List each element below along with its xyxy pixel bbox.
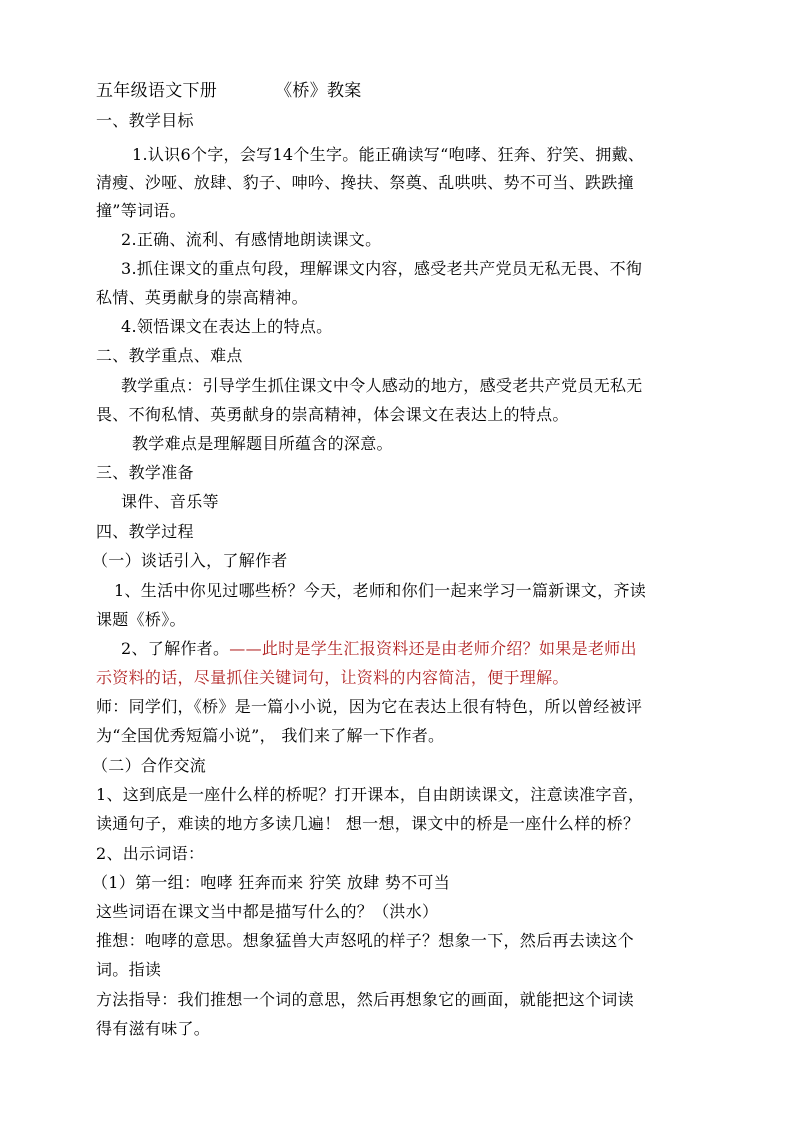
method-line-1: 方法指导：我们推想一个词的意思，然后再想象它的画面，就能把这个词读	[96, 990, 634, 1009]
teacher-line-2: 为“全国优秀短篇小说”， 我们来了解一下作者。	[96, 726, 445, 745]
method-line-2: 得有滋有味了。	[96, 1019, 211, 1038]
step-2-note: ——此时是学生汇报资料还是由老师介绍？如果是老师出	[229, 639, 637, 658]
exercise-1-line-1: 1、这到底是一座什么样的桥呢？打开课本，自由朗读课文，注意读准字音，	[96, 785, 645, 804]
word-group-1: （1）第一组：咆哮 狂奔而来 狞笑 放肆 势不可当	[92, 873, 451, 892]
document-header	[96, 81, 362, 101]
step-2-note-line-2: 示资料的话，尽量抓住关键词句，让资料的内容简洁，便于理解。	[96, 668, 569, 687]
exercise-1-line-2: 读通句子，难读的地方多读几遍！ 想一想，课文中的桥是一座什么样的桥？	[96, 814, 640, 833]
grade-label: 五年级语文下册	[96, 81, 218, 101]
section-heading-goals: 一、教学目标	[96, 111, 194, 130]
section-heading-focus: 二、教学重点、难点	[96, 346, 243, 365]
goal-item-1-line-1: 1.认识6个字，会写14个生字。能正确读写“咆哮、狂奔、狞笑、拥戴、	[132, 145, 645, 164]
step-2-line-1	[121, 639, 637, 659]
goal-item-1-line-3: 撞”等词语。	[96, 201, 186, 220]
step-2-prefix: 2、了解作者。	[121, 639, 230, 658]
key-point-line-2: 畏、不徇私情、英勇献身的崇高精神，体会课文在表达上的特点。	[96, 405, 569, 424]
goal-item-2: 2.正确、流利、有感情地朗读课文。	[121, 230, 382, 249]
section-heading-process: 四、教学过程	[96, 522, 194, 541]
lesson-title: 《桥》教案	[275, 81, 362, 101]
prep-content: 课件、音乐等	[121, 492, 219, 511]
key-point-line-1: 教学重点：引导学生抓住课文中令人感动的地方，感受老共产党员无私无	[121, 376, 643, 395]
goal-item-4: 4.领悟课文在表达上的特点。	[121, 317, 333, 336]
section-heading-prep: 三、教学准备	[96, 463, 194, 482]
exercise-2: 2、出示词语：	[96, 844, 205, 863]
inference-line-2: 词。指读	[96, 960, 162, 979]
goal-item-3-line-1: 3.抓住课文的重点句段，理解课文内容，感受老共产党员无私无畏、不徇	[121, 259, 643, 278]
part-2-heading: （二）合作交流	[92, 756, 207, 775]
question-1: 这些词语在课文当中都是描写什么的？（洪水）	[96, 902, 439, 921]
goal-item-3-line-2: 私情、英勇献身的崇高精神。	[96, 288, 308, 307]
step-1-line-1: 1、生活中你见过哪些桥？今天，老师和你们一起来学习一篇新课文，齐读	[114, 581, 647, 600]
step-1-line-2: 课题《桥》。	[96, 610, 186, 629]
teacher-line-1: 师：同学们，《桥》是一篇小小说，因为它在表达上很有特色，所以曾经被评	[96, 697, 643, 716]
inference-line-1: 推想：咆哮的意思。想象猛兽大声怒吼的样子？想象一下，然后再去读这个	[96, 931, 634, 950]
goal-item-1-line-2: 清瘦、沙哑、放肆、豹子、呻吟、搀扶、祭奠、乱哄哄、势不可当、跌跌撞	[96, 173, 634, 192]
part-1-heading: （一）谈话引入，了解作者	[92, 551, 288, 570]
difficulty-point: 教学难点是理解题目所蕴含的深意。	[132, 434, 393, 453]
